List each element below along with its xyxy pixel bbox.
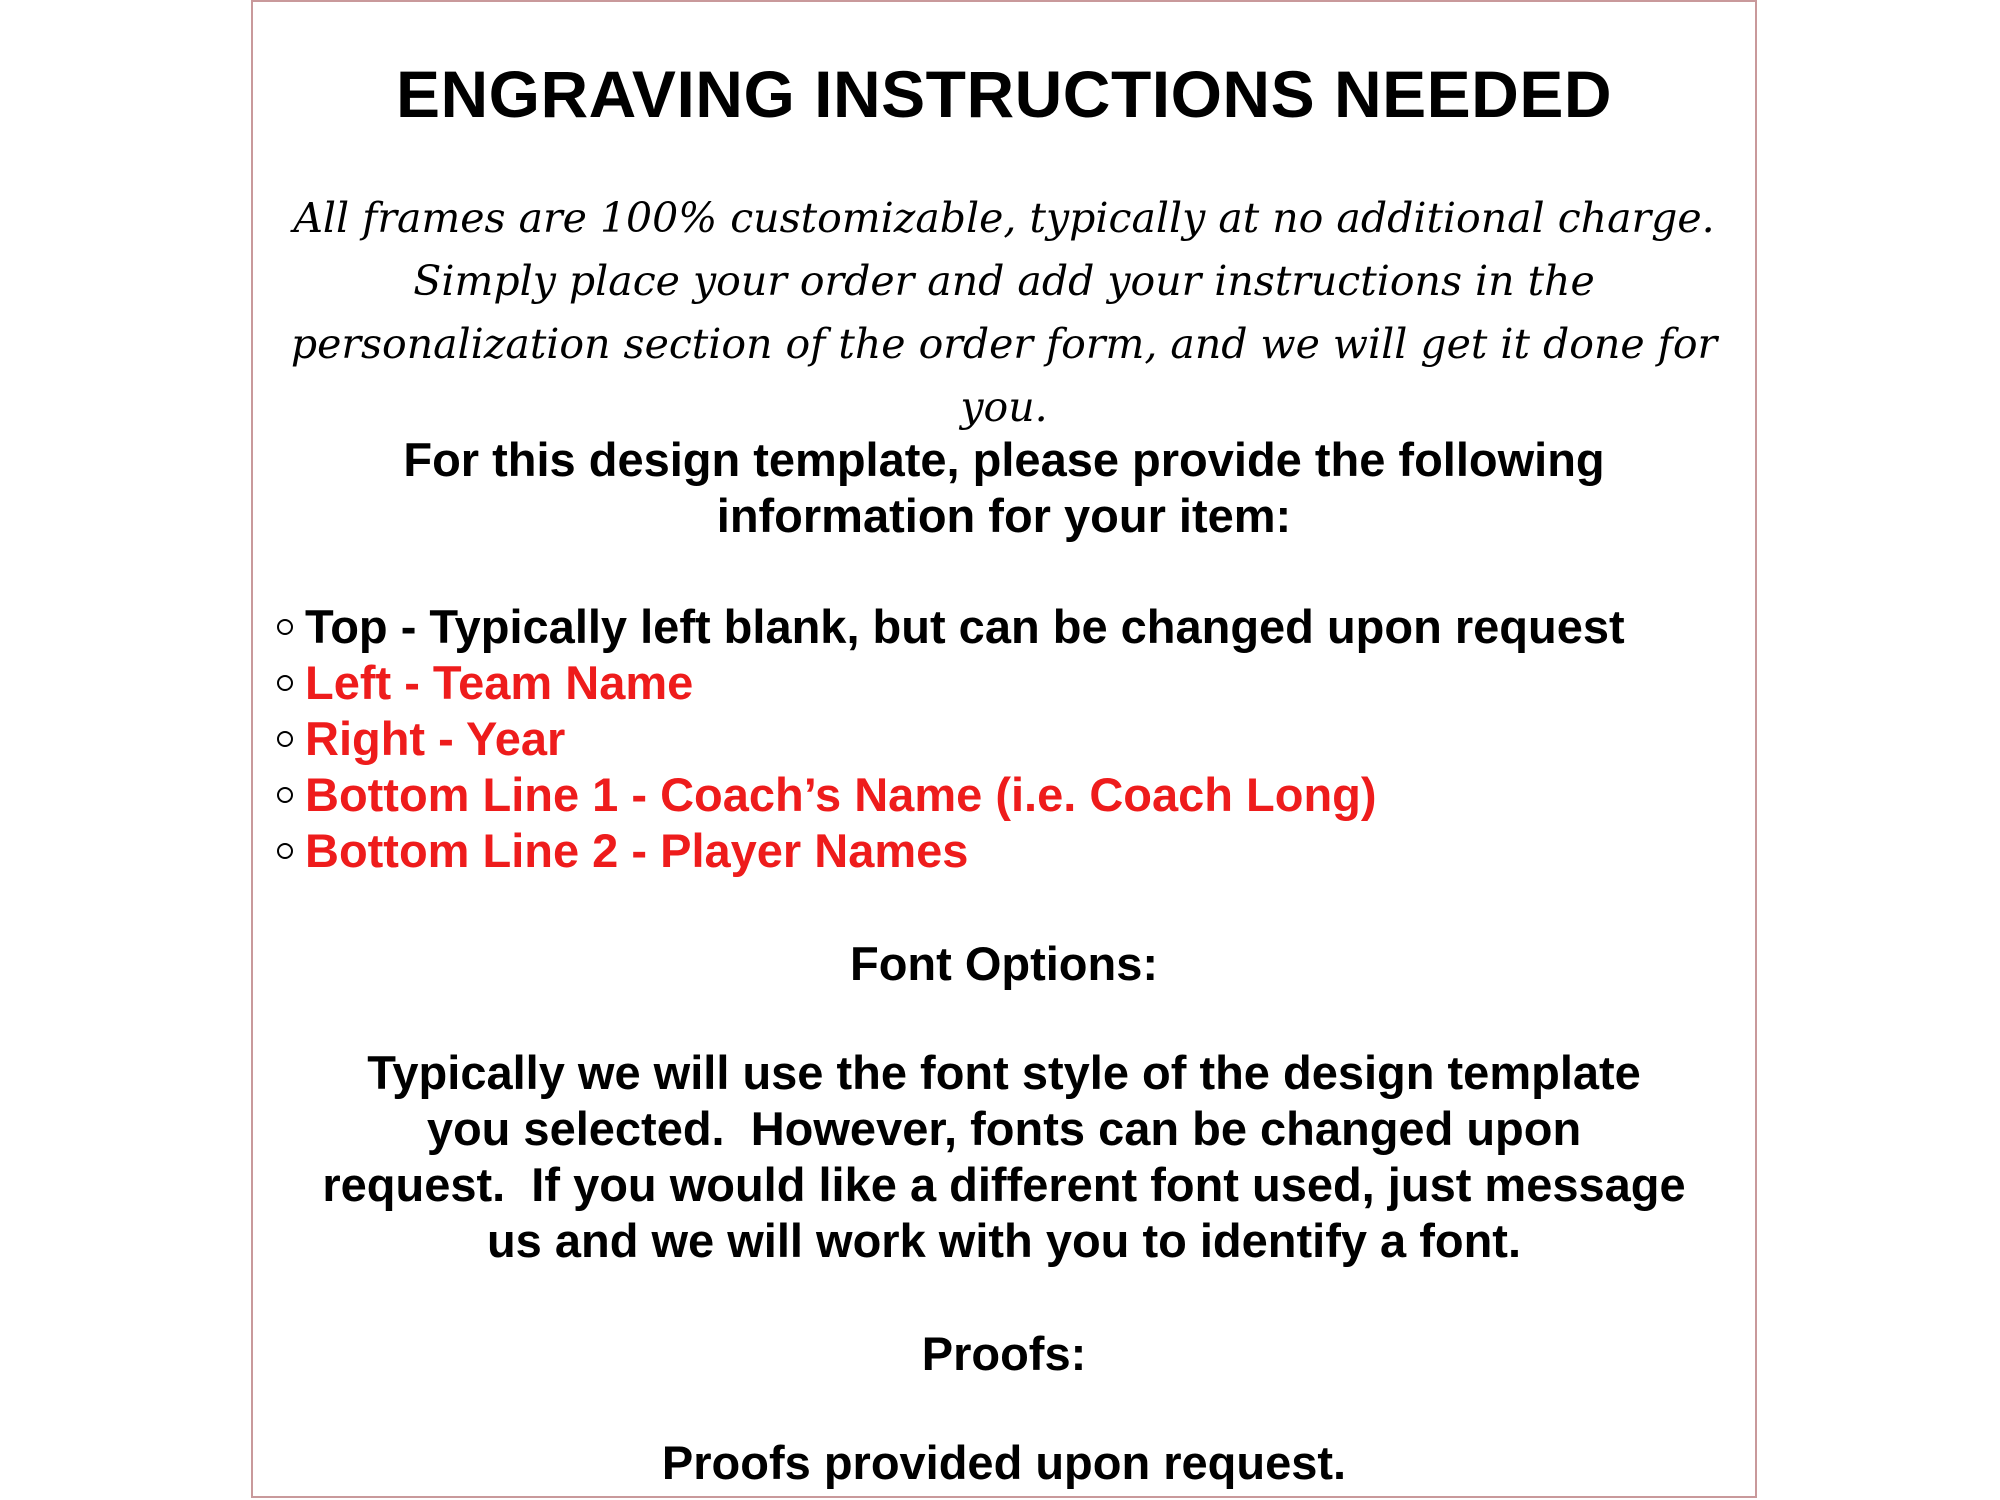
list-item [277,655,1625,711]
proofs-text: Proofs provided upon request. [661,1436,1347,1489]
intro-line-2: Simply place your order and add your instructions in the [413,257,1595,305]
lead-text [253,432,1755,544]
list-item [277,767,1625,823]
field-right: Right - Year [305,712,566,765]
lead-line-1: For this design template, please provide the following [403,433,1605,486]
font-options-line-2: you selected. However, fonts can be changed upon [426,1102,1582,1155]
font-options-line-4: us and we will work with you to identify a font. [486,1214,1522,1267]
list-item [277,711,1625,767]
proofs-heading: Proofs: [921,1327,1087,1380]
intro-line-1: All frames are 100% customizable, typically at no additional charge. [293,194,1715,242]
circle-bullet-icon [277,731,293,747]
intro-text [253,187,1755,439]
field-top: Top - Typically left blank, but can be changed upon request [305,600,1625,653]
circle-bullet-icon [277,787,293,803]
page-title: ENGRAVING INSTRUCTIONS NEEDED [395,57,1613,131]
lead-line-2: information for your item: [716,489,1292,542]
circle-bullet-icon [277,619,293,635]
font-options-line-1: Typically we will use the font style of the design template [367,1046,1641,1099]
circle-bullet-icon [277,843,293,859]
list-item [277,823,1625,879]
font-options-text [253,1045,1755,1269]
list-item [277,599,1625,655]
font-options-heading: Font Options: [849,937,1159,990]
field-bottom-line-2: Bottom Line 2 - Player Names [305,824,969,877]
font-options-line-3: request. If you would like a different font used, just message [322,1158,1686,1211]
circle-bullet-icon [277,675,293,691]
field-bottom-line-1: Bottom Line 1 - Coach’s Name (i.e. Coach Long) [305,768,1377,821]
instructions-card [251,0,1757,1498]
field-left: Left - Team Name [305,656,694,709]
intro-line-3: personalization section of the order form, and we will get it done for you. [290,320,1718,431]
engraving-field-list [277,599,1625,879]
